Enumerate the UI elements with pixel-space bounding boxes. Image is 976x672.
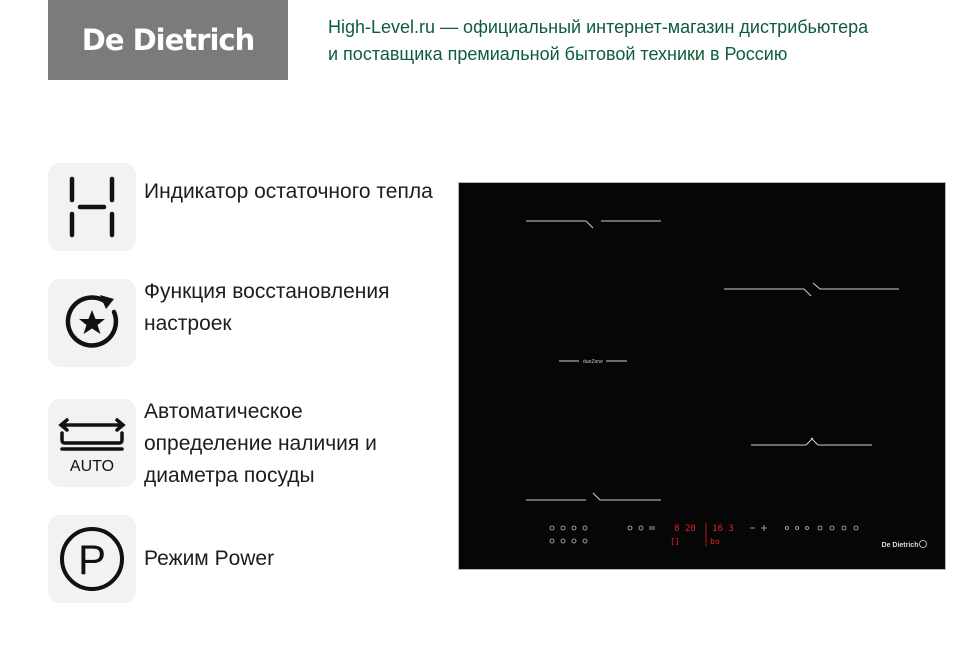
induction-hob-image — [458, 182, 946, 570]
power-icon-text: P — [77, 536, 107, 583]
auto-pot-detection-icon — [48, 399, 136, 487]
feature-label-power: Режим Power — [144, 547, 275, 570]
zone-markings — [526, 221, 899, 500]
display-right-top: 16 3 — [712, 524, 734, 534]
feature-label-auto-detection: Автоматическое определение наличия и диаметра посуды — [144, 400, 377, 487]
tagline — [328, 14, 948, 68]
display-left-top: 8 20 — [674, 524, 696, 534]
duozone-label: duoZone — [583, 359, 603, 365]
brand-name: De Dietrich — [81, 23, 255, 57]
auto-icon-text: AUTO — [69, 458, 115, 475]
feature-label-restore: Функция восстановления настроек — [144, 280, 390, 335]
hob-logo-mark — [920, 541, 927, 548]
tagline-line-2: и поставщика премиальной бытовой техники в Россию — [328, 44, 788, 64]
hob-logo: De Dietrich — [881, 542, 919, 549]
restore-star-icon — [48, 279, 136, 367]
power-p-icon — [48, 515, 136, 603]
brand-logo — [48, 0, 288, 80]
display-left-bottom: [] — [670, 537, 680, 546]
display-right-bottom: bo — [710, 537, 720, 546]
feature-label-residual-heat: Индикатор остаточного тепла — [144, 180, 433, 203]
touch-controls — [550, 525, 858, 543]
tagline-line-1: High-Level.ru — официальный интернет-магазин дистрибьютера — [328, 17, 869, 37]
residual-heat-h-icon — [48, 163, 136, 251]
